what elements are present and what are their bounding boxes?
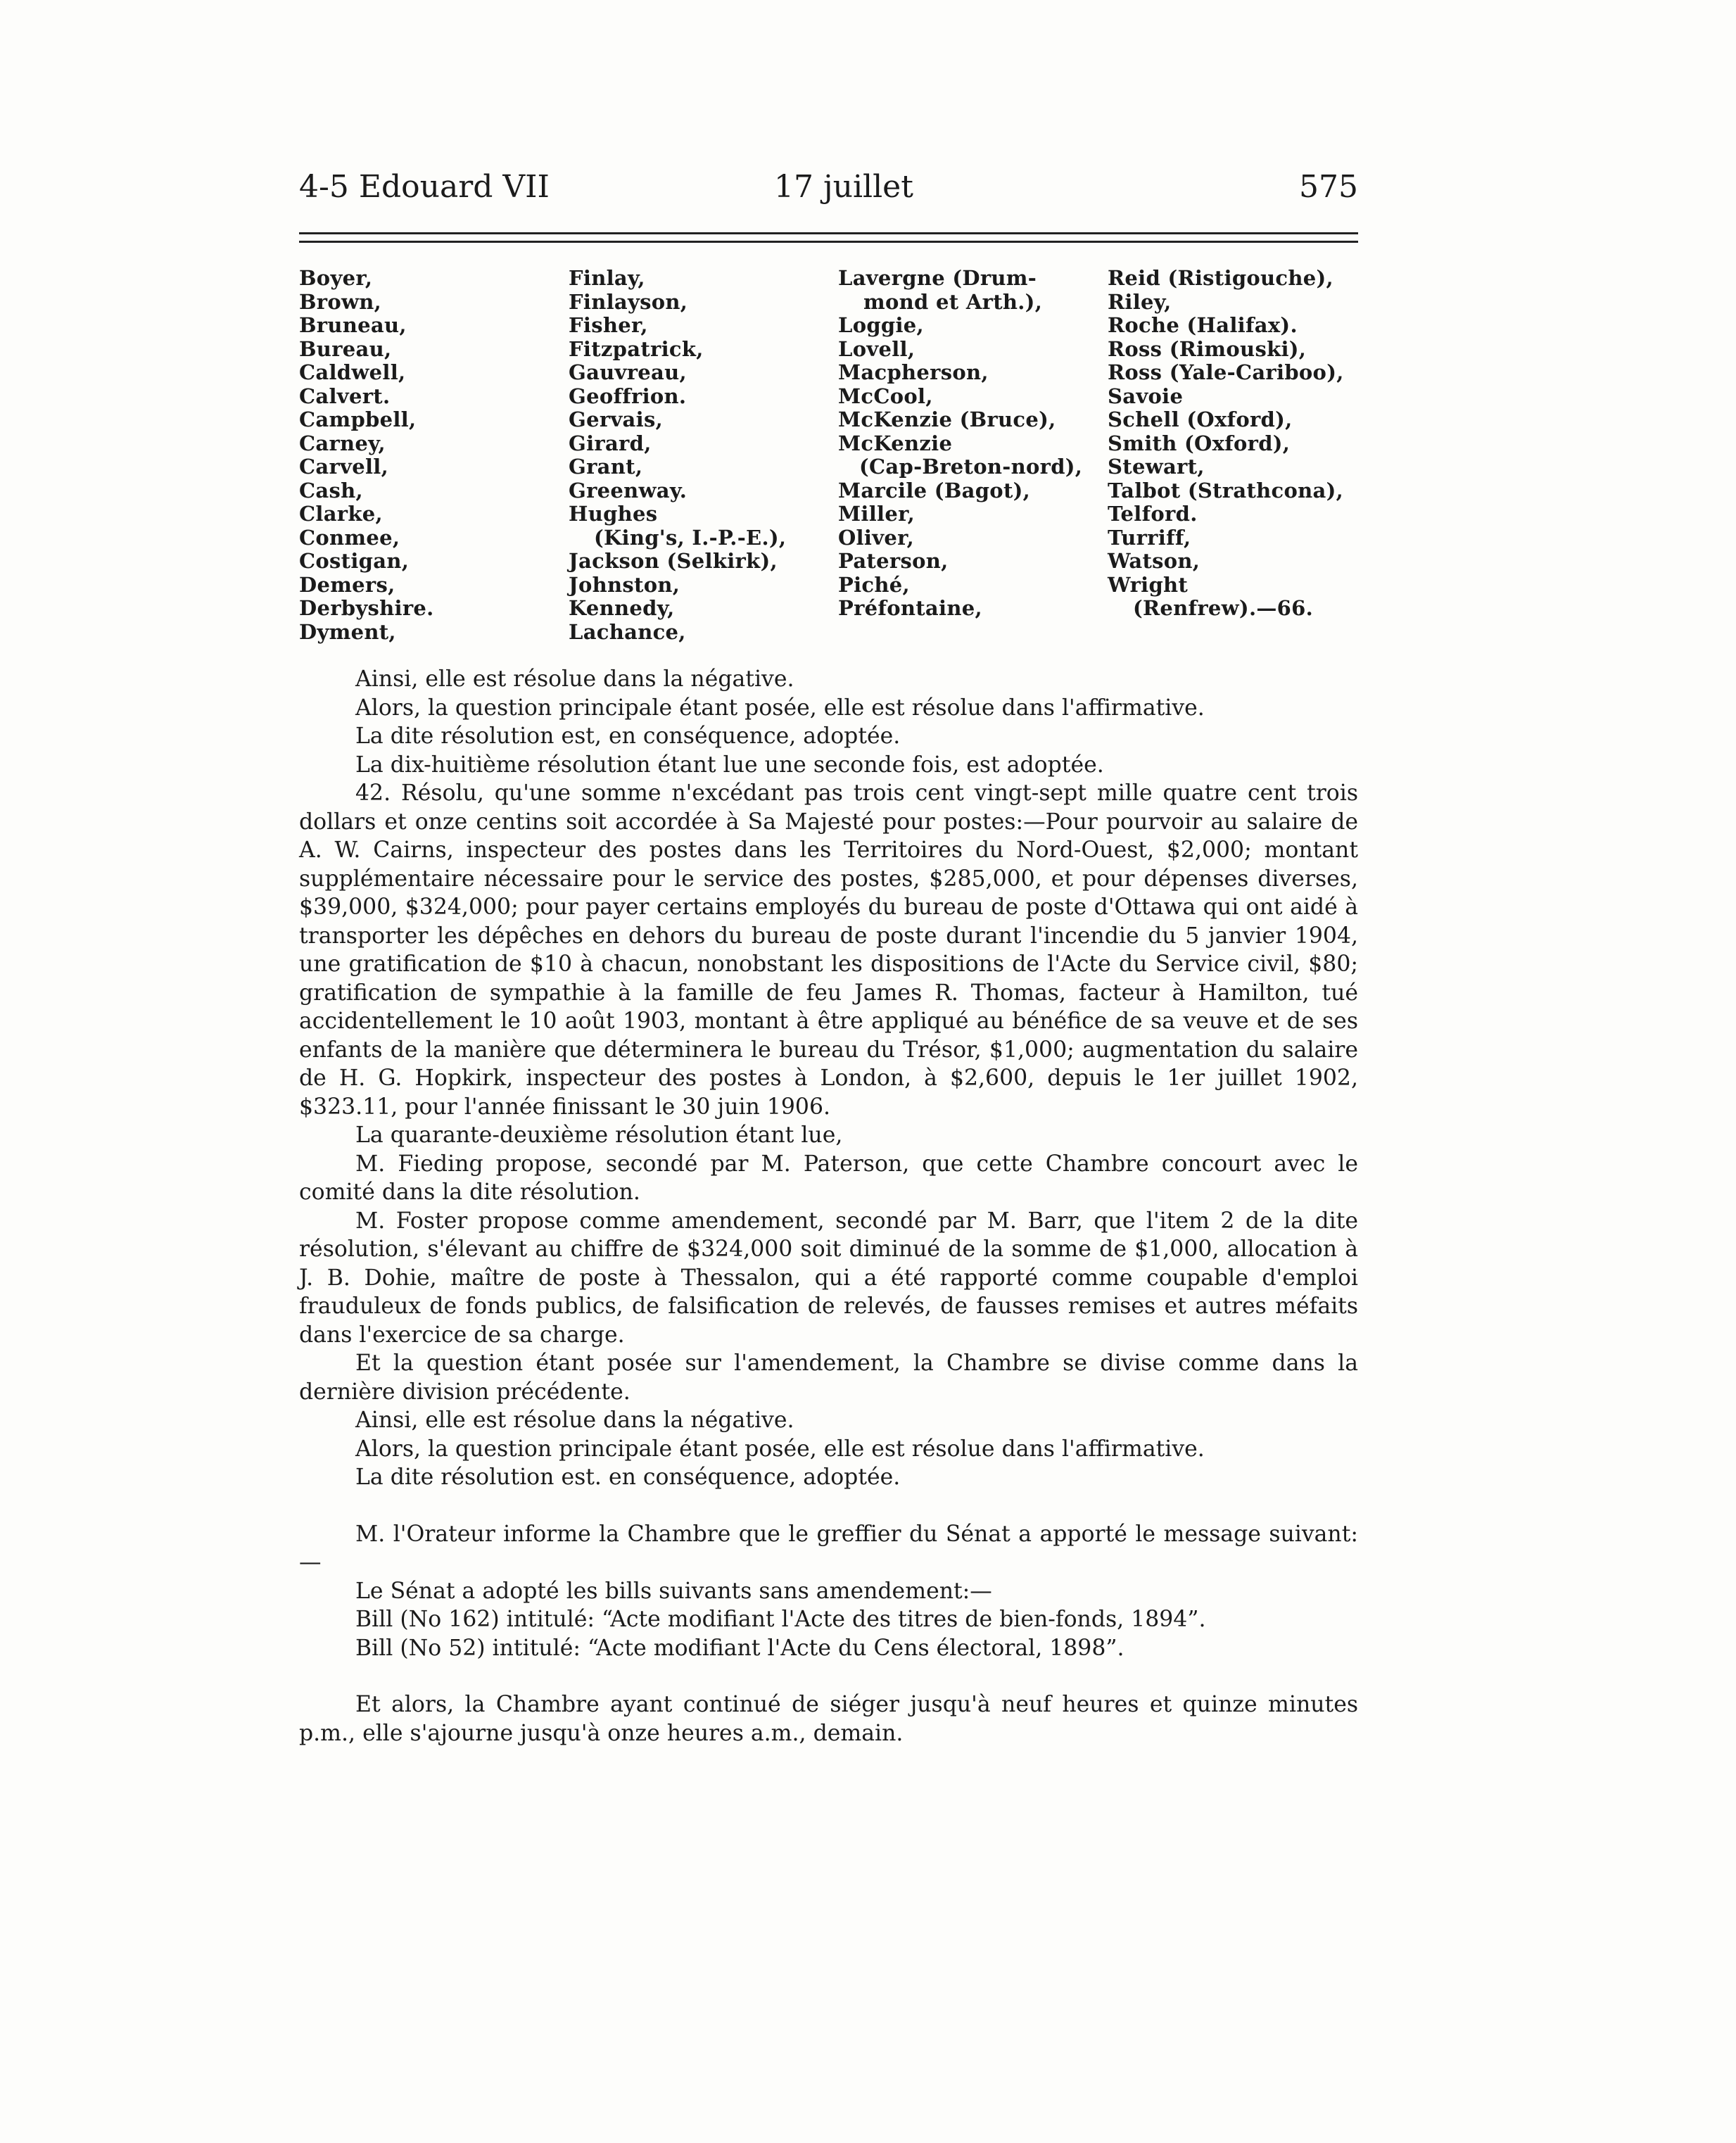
division-list	[299, 267, 1358, 644]
paragraph: M. Fieding propose, secondé par M. Paterson, que cette Chambre concourt avec le comité dans la dite résolution.	[299, 1151, 1358, 1205]
member-name: Bureau,	[299, 336, 392, 361]
header-date: 17 juillet	[774, 169, 913, 205]
member-name: Roche (Halifax).	[1108, 313, 1298, 337]
member-name: Riley,	[1108, 289, 1172, 314]
member-name-continuation: (Renfrew).—66.	[1133, 596, 1313, 620]
member-name: Campbell,	[299, 407, 417, 431]
paragraph: La dite résolution est, en conséquence, adoptée.	[355, 723, 901, 749]
member-name: Caldwell,	[299, 360, 406, 384]
member-name: Girard,	[569, 431, 652, 455]
member-name: Stewart,	[1108, 455, 1205, 479]
member-name: Reid (Ristigouche),	[1108, 266, 1333, 290]
name-column-3	[838, 267, 1108, 644]
name-column-2	[569, 267, 838, 644]
member-name: Préfontaine,	[838, 596, 982, 620]
member-name: Paterson,	[838, 549, 949, 573]
senate-message-paragraph: M. l'Orateur informe la Chambre que le greffier du Sénat a apporté le message suivant:—	[299, 1521, 1358, 1575]
member-name: Gauvreau,	[569, 360, 687, 384]
running-header	[299, 169, 1358, 218]
member-name: McKenzie (Bruce),	[838, 407, 1056, 431]
member-name: Macpherson,	[838, 360, 989, 384]
member-name-continuation: mond et Arth.),	[863, 289, 1043, 314]
resolution-paragraph: 42. Résolu, qu'une somme n'excédant pas trois cent vingt-sept mille quatre cent trois dollars et onze centins soit accordée à Sa Majesté pour postes:—Pour pourvoir au salaire de A. W. Cairns, inspecteur des postes dans les Territoires du Nord-Ouest, $2,000; montant supplémentaire nécessaire pour le service des postes, $285,000, et pour dépenses diverses, $39,000, $324,000; pour payer certains employés du bureau de poste d'Ottawa qui ont aidé à transporter les dépêches en dehors du bureau de poste durant l'incendie du 5 janvier 1904, une gratification de $10 à chacun, nonobstant les dispositions de l'Acte du Service civil, $80; gratification de sympathie à la famille de feu James R. Thomas, facteur à Hamilton, tué accidentellement le 10 août 1903, montant à être appliqué au bénéfice de sa veuve et de ses enfants de la manière que déterminera le bureau du Trésor, $1,000; augmentation du salaire de H. G. Hopkirk, inspecteur des postes à London, à $2,600, depuis le 1er juillet 1902, $323.11, pour l'année finissant le 30 juin 1906.	[299, 780, 1358, 1120]
member-name: Smith (Oxford),	[1108, 431, 1291, 455]
member-name: Savoie	[1108, 384, 1184, 408]
member-name: Carvell,	[299, 455, 388, 479]
member-name: Piché,	[838, 572, 910, 597]
member-name: Talbot (Strathcona),	[1108, 478, 1344, 502]
member-name: Jackson (Selkirk),	[569, 549, 778, 573]
member-name: Fitzpatrick,	[569, 336, 704, 361]
paragraph: Ainsi, elle est résolue dans la négative.	[355, 1408, 794, 1433]
member-name: Demers,	[299, 572, 395, 597]
proceedings-text	[299, 665, 1358, 1747]
name-column-4	[1108, 267, 1358, 644]
paragraph: La dix-huitième résolution étant lue une seconde fois, est adoptée.	[355, 752, 1104, 778]
member-name: Ross (Yale-Cariboo),	[1108, 360, 1344, 384]
member-name: Gervais,	[569, 407, 663, 431]
paragraph: Et la question étant posée sur l'amendement, la Chambre se divise comme dans la dernière division précédente.	[299, 1351, 1358, 1405]
paragraph: Alors, la question principale étant posée, elle est résolue dans l'affirmative.	[355, 695, 1205, 721]
member-name: Dyment,	[299, 619, 396, 644]
member-name: McCool,	[838, 384, 933, 408]
member-name: Bruneau,	[299, 313, 407, 337]
member-name: Clarke,	[299, 502, 383, 526]
member-name: Fisher,	[569, 313, 648, 337]
member-name: Finlayson,	[569, 289, 688, 314]
member-name: Loggie,	[838, 313, 924, 337]
member-name-continuation: (Cap-Breton-nord),	[859, 455, 1083, 479]
header-regnal-year: 4-5 Edouard VII	[299, 169, 550, 205]
member-name: Calvert.	[299, 384, 391, 408]
member-name: Lovell,	[838, 336, 915, 361]
member-name: Greenway.	[569, 478, 688, 502]
member-name: Hughes	[569, 502, 658, 526]
header-rule	[299, 232, 1358, 243]
member-name: Ross (Rimouski),	[1108, 336, 1307, 361]
page-number: 575	[1299, 169, 1358, 205]
bill-entry: Bill (No 162) intitulé: “Acte modifiant l'Acte des titres de bien-fonds, 1894”.	[355, 1607, 1206, 1632]
member-name: Watson,	[1108, 549, 1200, 573]
member-name: Grant,	[569, 455, 643, 479]
member-name: Marcile (Bagot),	[838, 478, 1031, 502]
member-name: Derbyshire.	[299, 596, 434, 620]
member-name: Telford.	[1108, 502, 1198, 526]
paragraph: La quarante-deuxième résolution étant lue,	[355, 1123, 843, 1148]
member-name-continuation: (King's, I.-P.-E.),	[594, 525, 787, 550]
paragraph: Le Sénat a adopté les bills suivants sans amendement:—	[355, 1578, 992, 1604]
paragraph: La dite résolution est. en conséquence, adoptée.	[355, 1465, 901, 1490]
name-column-1	[299, 267, 569, 644]
adjournment-paragraph: Et alors, la Chambre ayant continué de siéger jusqu'à neuf heures et quinze minutes p.m., elle s'ajourne jusqu'à onze heures a.m., demain.	[299, 1692, 1358, 1746]
rule-line	[299, 241, 1358, 243]
member-name: Oliver,	[838, 525, 914, 550]
member-name: Conmee,	[299, 525, 400, 550]
member-name: Wright	[1108, 572, 1189, 597]
paragraph: Ainsi, elle est résolue dans la négative.	[355, 666, 794, 692]
member-name: Schell (Oxford),	[1108, 407, 1293, 431]
member-name: Miller,	[838, 502, 915, 526]
member-name: Lavergne (Drum-	[838, 266, 1037, 290]
member-name: McKenzie	[838, 431, 953, 455]
page	[299, 169, 1358, 1747]
rule-line	[299, 232, 1358, 234]
paragraph: Alors, la question principale étant posée, elle est résolue dans l'affirmative.	[355, 1436, 1205, 1462]
member-name: Lachance,	[569, 619, 686, 644]
member-name: Finlay,	[569, 266, 645, 290]
member-name: Geoffrion.	[569, 384, 687, 408]
member-name: Turriff,	[1108, 525, 1191, 550]
member-name: Boyer,	[299, 266, 373, 290]
amendment-paragraph: M. Foster propose comme amendement, secondé par M. Barr, que l'item 2 de la dite résolution, s'élevant au chiffre de $324,000 soit diminué de la somme de $1,000, allocation à J. B. Dohie, maître de poste à Thessalon, qui a été rapporté comme coupable d'emploi frauduleux de fonds publics, de falsification de relevés, de fausses remises et autres méfaits dans l'exercice de sa charge.	[299, 1208, 1358, 1348]
member-name: Carney,	[299, 431, 386, 455]
member-name: Kennedy,	[569, 596, 675, 620]
bill-entry: Bill (No 52) intitulé: “Acte modifiant l'Acte du Cens électoral, 1898”.	[355, 1635, 1124, 1661]
member-name: Johnston,	[569, 572, 680, 597]
member-name: Costigan,	[299, 549, 410, 573]
member-name: Brown,	[299, 289, 382, 314]
member-name: Cash,	[299, 478, 363, 502]
